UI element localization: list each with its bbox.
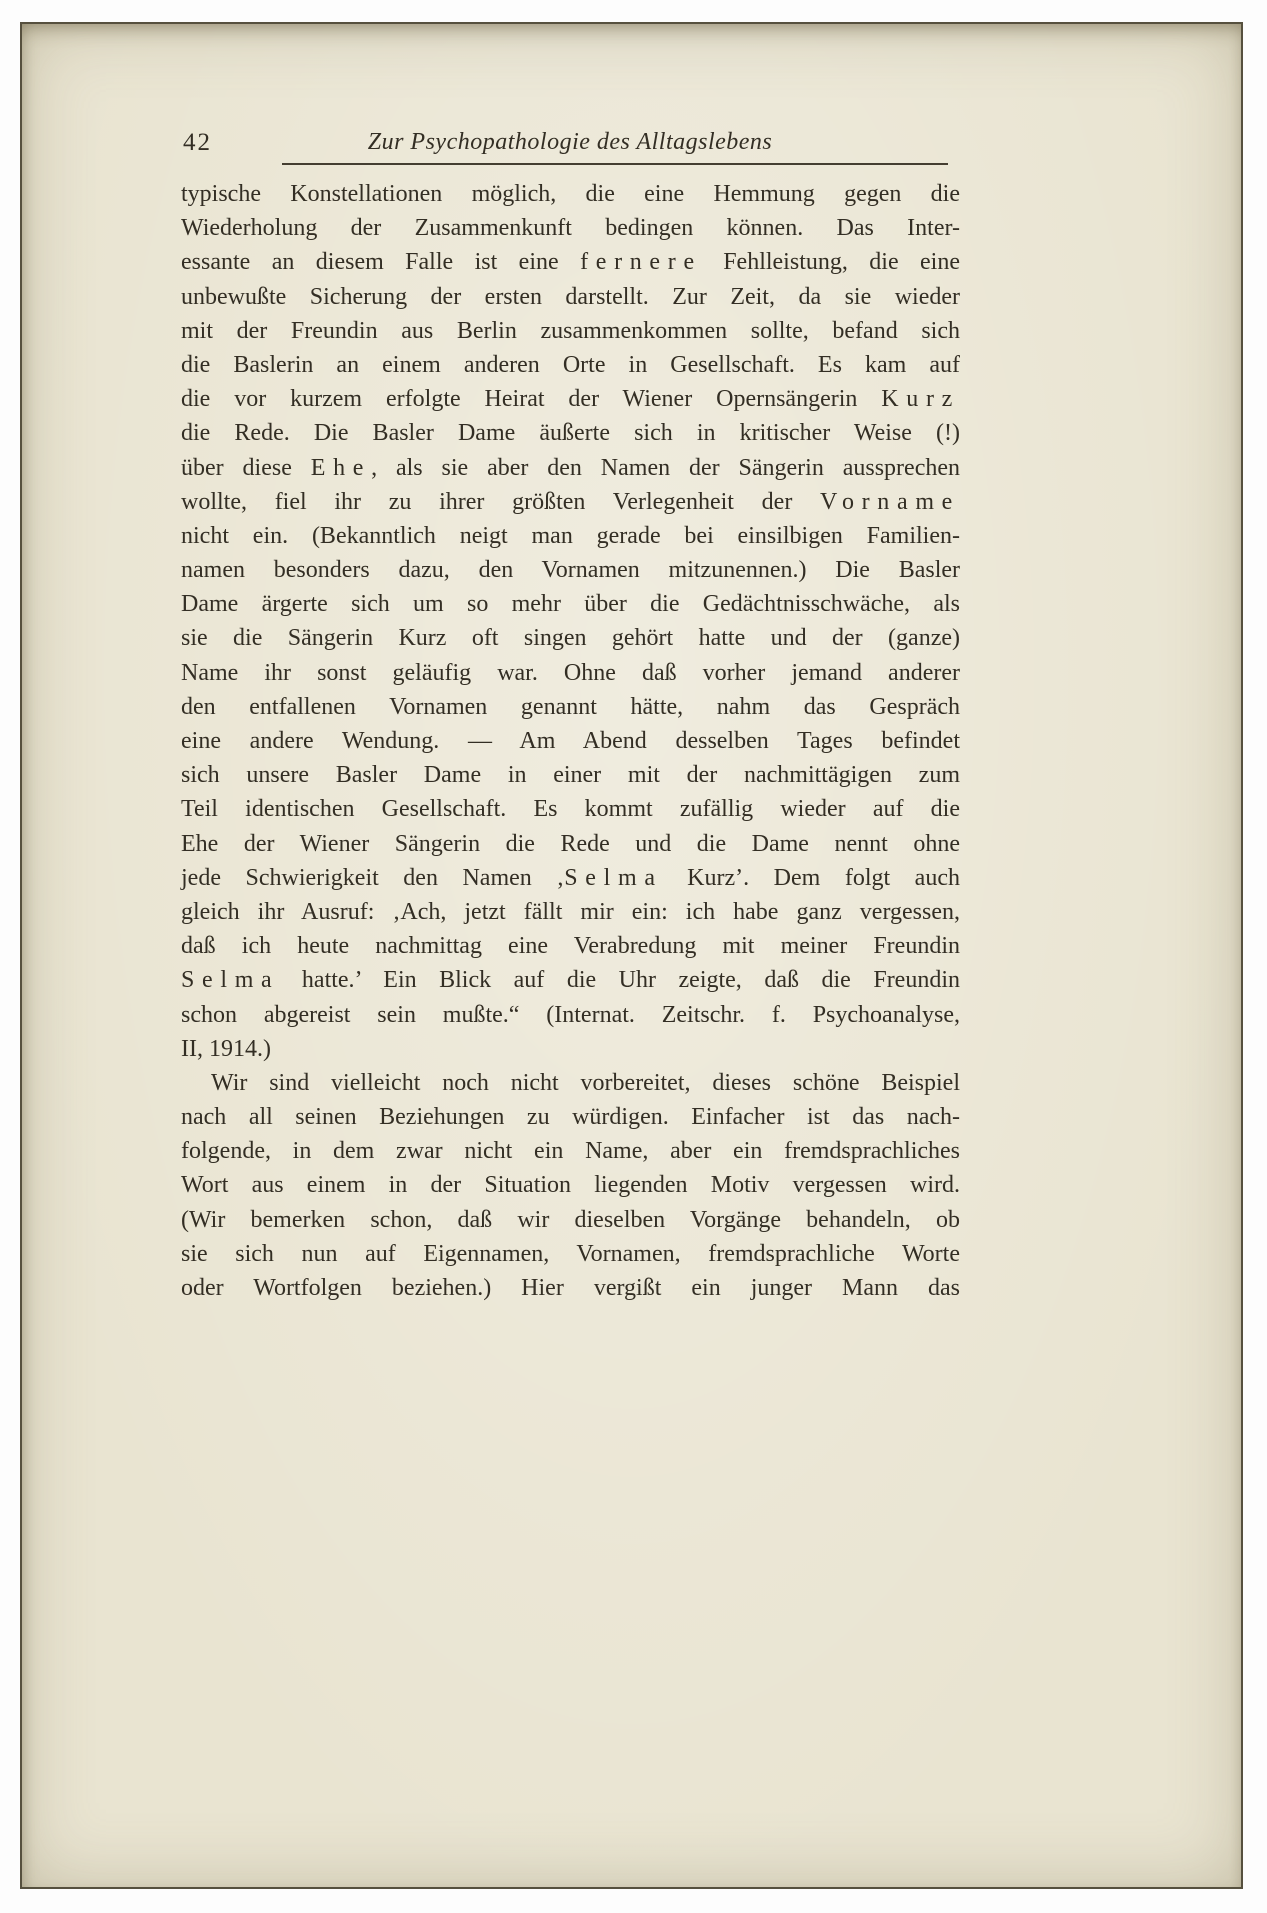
text-segment: Dame ärgerte sich um so mehr über die Gedächtnisschwäche, als (181, 591, 960, 618)
text-segment: , als sie aber den Namen der Sängerin aussprechen (371, 454, 960, 481)
text-segment: Teil identischen Gesellschaft. Es kommt zufällig wieder auf die (181, 796, 960, 823)
text-line (181, 895, 960, 929)
text-segment: Name ihr sonst geläufig war. Ohne daß vorher jemand anderer (181, 659, 960, 686)
letterspaced-emphasis: Selma (564, 864, 663, 891)
text-line (181, 929, 960, 963)
text-segment: Ehe der Wiener Sängerin die Rede und die Dame nennt ohne (181, 830, 960, 857)
text-segment: nach all seinen Beziehungen zu würdigen. Einfacher ist das nach- (181, 1104, 960, 1131)
text-line (181, 177, 960, 211)
text-segment: jede Schwierigkeit den Namen ‚ (181, 864, 565, 891)
running-title: Zur Psychopathologie des Alltagslebens (367, 129, 773, 155)
text-line (181, 314, 960, 348)
text-line (181, 1100, 960, 1134)
body-text (181, 177, 960, 1305)
text-line (181, 519, 960, 553)
text-line (181, 827, 960, 861)
text-segment: typische Konstellationen möglich, die eine Hemmung gegen die (181, 181, 960, 207)
text-segment: Wiederholung der Zusammenkunft bedingen können. Das Inter- (181, 215, 960, 242)
text-segment: gleich ihr Ausruf: ‚Ach, jetzt fällt mir ein: ich habe ganz vergessen, (181, 898, 960, 925)
letterspaced-emphasis: Ehe (310, 454, 372, 481)
text-line (181, 382, 960, 416)
text-line (181, 998, 960, 1032)
text-line (181, 861, 960, 895)
text-line (181, 587, 960, 621)
text-line (181, 792, 960, 826)
text-segment: oder Wortfolgen beziehen.) Hier vergißt ein junger Mann das (181, 1275, 960, 1301)
text-segment: über diese (181, 454, 311, 481)
text-line (181, 690, 960, 724)
text-line (181, 1271, 960, 1305)
text-segment: die Baslerin an einem anderen Orte in Gesellschaft. Es kam auf (181, 351, 960, 378)
text-line (181, 451, 960, 485)
text-segment: II, 1914.) (181, 1035, 271, 1062)
text-segment: sie die Sängerin Kurz oft singen gehört hatte und der (ganze) (181, 625, 960, 652)
text-line (181, 758, 960, 792)
text-segment: essante an diesem Falle ist eine (181, 249, 581, 276)
text-line (181, 348, 960, 382)
text-segment: folgende, in dem zwar nicht ein Name, aber ein fremdsprachliches (181, 1138, 960, 1165)
text-segment: (Wir bemerken schon, daß wir dieselben Vorgänge behandeln, ob (181, 1206, 960, 1233)
text-segment: die vor kurzem erfolgte Heirat der Wiener Opernsängerin (181, 386, 882, 413)
text-line (181, 280, 960, 314)
text-line (181, 553, 960, 587)
header-rule (282, 163, 948, 165)
text-segment: Fehlleistung, die eine (701, 249, 960, 276)
text-segment: wollte, fiel ihr zu ihrer größten Verlegenheit der (181, 488, 821, 515)
letterspaced-emphasis: Selma (181, 967, 280, 994)
text-line (181, 1168, 960, 1202)
text-segment: nicht ein. (Bekanntlich neigt man gerade bei einsilbigen Familien- (181, 522, 960, 549)
letterspaced-emphasis: fernere (580, 249, 702, 276)
text-line (181, 1066, 960, 1100)
text-segment: den entfallenen Vornamen genannt hätte, nahm das Gespräch (181, 693, 960, 720)
text-line (181, 485, 960, 519)
text-line (181, 245, 960, 279)
text-line (181, 656, 960, 690)
text-line (181, 1134, 960, 1168)
text-line (181, 1237, 960, 1271)
text-segment: die Rede. Die Basler Dame äußerte sich in kritischer Weise (!) (181, 420, 960, 447)
text-segment: Wir sind vielleicht noch nicht vorbereitet, dieses schöne Beispiel (211, 1069, 960, 1096)
letterspaced-emphasis: Vorname (820, 488, 960, 515)
letterspaced-emphasis: Kurz (881, 386, 960, 413)
text-segment: hatte.’ Ein Blick auf die Uhr zeigte, daß die Freundin (279, 967, 960, 994)
page-number: 42 (183, 129, 212, 156)
text-line (181, 1203, 960, 1237)
text-line (181, 963, 960, 997)
text-segment: sich unsere Basler Dame in einer mit der nachmittägigen zum (181, 762, 960, 789)
text-line (181, 1032, 960, 1066)
text-line (181, 416, 960, 450)
text-segment: Wort aus einem in der Situation liegenden Motiv vergessen wird. (181, 1172, 960, 1199)
text-line (181, 211, 960, 245)
text-segment: schon abgereist sein mußte.“ (Internat. Zeitschr. f. Psychoanalyse, (181, 1001, 960, 1028)
text-line (181, 621, 960, 655)
text-segment: mit der Freundin aus Berlin zusammenkommen sollte, befand sich (181, 317, 960, 344)
text-segment: unbewußte Sicherung der ersten darstellt. Zur Zeit, da sie wieder (181, 283, 960, 310)
text-line (181, 724, 960, 758)
text-segment: eine andere Wendung. — Am Abend desselben Tages befindet (181, 728, 960, 754)
text-segment: Kurz’. Dem folgt auch (662, 864, 960, 891)
text-segment: namen besonders dazu, den Vornamen mitzunennen.) Die Basler (181, 557, 960, 584)
text-segment: sie sich nun auf Eigennamen, Vornamen, fremdsprachliche Worte (181, 1240, 960, 1267)
text-segment: daß ich heute nachmittag eine Verabredung mit meiner Freundin (181, 933, 960, 960)
